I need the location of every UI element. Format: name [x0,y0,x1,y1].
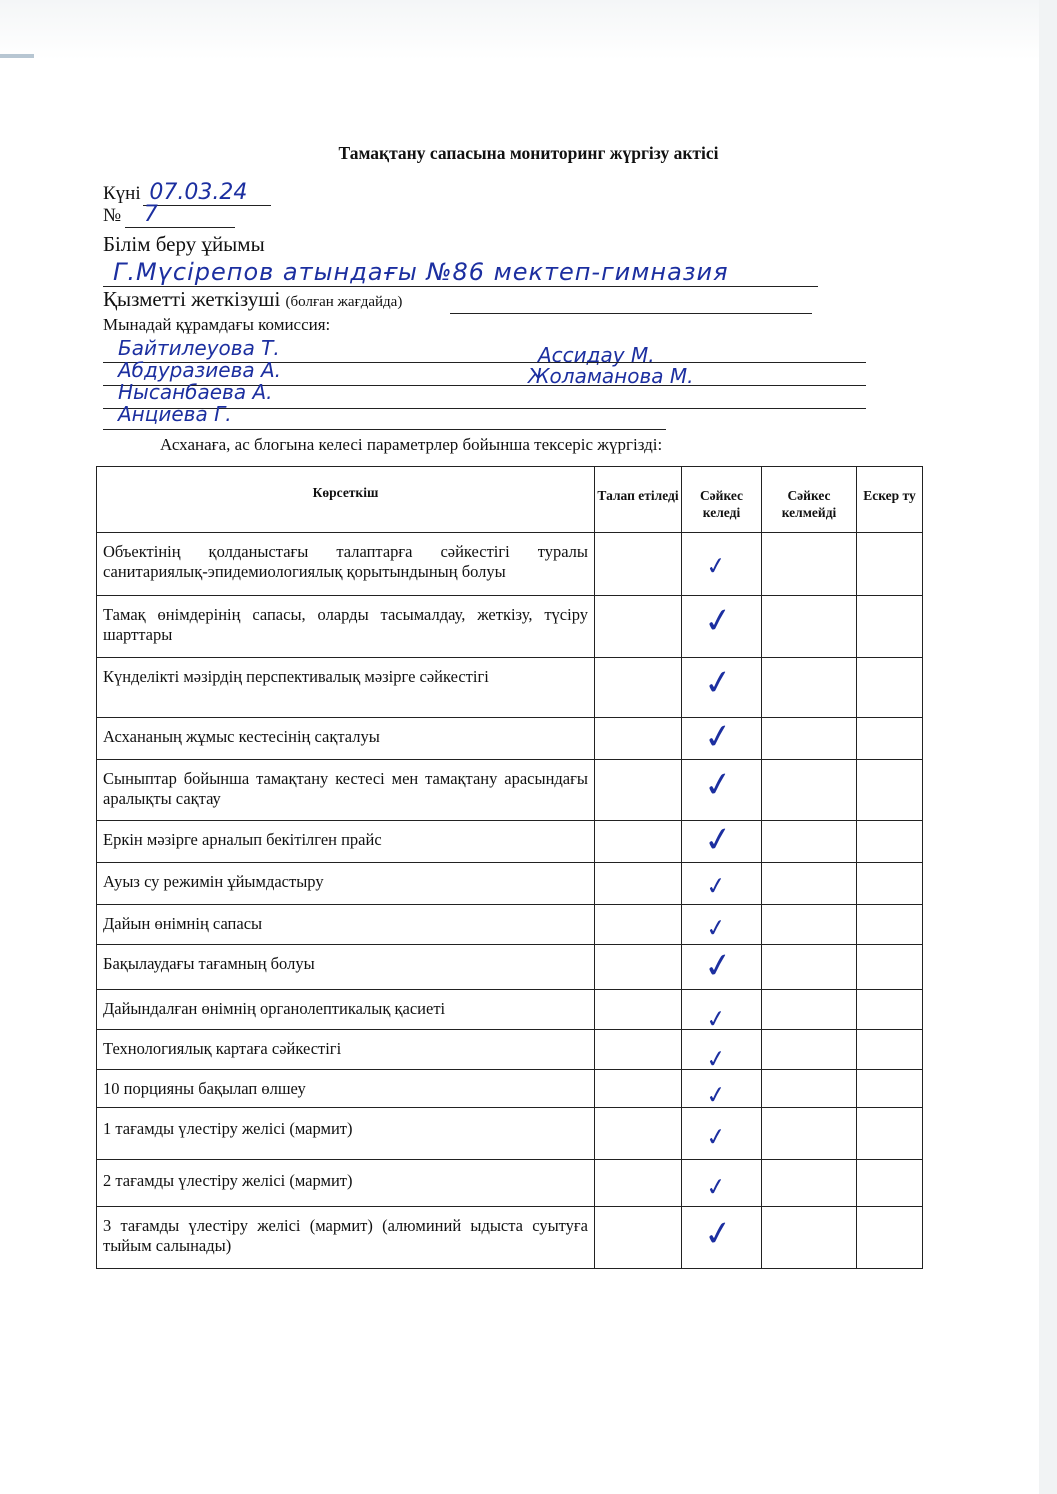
compliant-cell [682,533,762,596]
note-cell [857,596,923,658]
compliant-cell [682,760,762,821]
check-mark: ✓ [701,763,736,807]
commission-member-6: Жоламанова М. [528,364,694,388]
header-noncompliant: Сәйкес келмейді [762,467,857,533]
noncompliant-cell [762,1160,857,1207]
compliant-cell [682,715,762,760]
note-cell [857,1030,923,1070]
provider-note: (болған жағдайда) [285,294,403,310]
check-mark: ✓ [704,1079,728,1111]
required-cell [595,1070,682,1108]
indicator-cell: Объектінің қолданыстағы талаптарға сәйкестігі туралы санитариялық-эпидемиологиялық қорытындының болуы [97,533,595,596]
compliant-cell [682,945,762,990]
note-cell [857,863,923,905]
note-cell [857,718,923,760]
commission-member-3: Нысанбаева А. [118,380,273,404]
noncompliant-cell [762,718,857,760]
organization-label: Білім беру ұйымы [103,232,265,256]
indicator-cell: Бақылаудағы тағамның болуы [97,945,595,990]
indicator-cell: 1 тағамды үлестіру желісі (мармит) [97,1108,595,1160]
indicator-cell: Дайын өнімнің сапасы [97,905,595,945]
number-label: № [103,205,122,226]
commission-member-5: Ассидау М. [538,343,655,367]
indicator-cell: 2 тағамды үлестіру желісі (мармит) [97,1160,595,1207]
monitoring-table [96,466,923,1269]
compliant-cell [682,818,762,863]
note-cell [857,533,923,596]
noncompliant-cell [762,533,857,596]
table-row [97,596,923,658]
required-cell [595,863,682,905]
table-row [97,990,923,1030]
required-cell [595,821,682,863]
noncompliant-cell [762,821,857,863]
provider-field [103,287,402,312]
compliant-cell [682,863,762,905]
check-mark: ✓ [701,661,736,705]
check-mark: ✓ [704,870,728,902]
note-cell [857,658,923,718]
commission-member-2: Абдуразиева А. [118,358,282,382]
required-cell [595,1030,682,1070]
provider-label: Қызметті жеткізуші [103,287,281,311]
intro-text: Асханаға, ас блогына келесі параметрлер бойынша тексеріс жүргізді: [160,435,663,454]
compliant-cell [682,1160,762,1207]
scan-top-edge [0,0,1057,60]
table-row [97,863,923,905]
indicator-cell: Асхананың жұмыс кестесінің сақталуы [97,718,595,760]
required-cell [595,905,682,945]
note-cell [857,1207,923,1269]
note-cell [857,1108,923,1160]
indicator-cell: Еркін мәзірге арналып бекітілген прайс [97,821,595,863]
table-row [97,905,923,945]
table-row [97,658,923,718]
check-mark: ✓ [704,1043,728,1075]
noncompliant-cell [762,863,857,905]
header-indicator: Көрсеткіш [97,467,595,533]
noncompliant-cell [762,596,857,658]
indicator-cell: Күнделікті мәзірдің перспективалық мәзірге сәйкестігі [97,658,595,718]
indicator-cell: 3 тағамды үлестіру желісі (мармит) (алюминий ыдыста суытуға тыйым салынады) [97,1207,595,1269]
required-cell [595,1207,682,1269]
date-label: Күні [103,183,141,204]
required-cell [595,1160,682,1207]
number-underline [125,227,235,228]
required-cell [595,760,682,821]
scan-right-edge [1039,0,1057,1494]
compliant-cell [682,1030,762,1075]
noncompliant-cell [762,1207,857,1269]
required-cell [595,596,682,658]
number-field [103,202,158,227]
organization-value: Г.Мүсірепов атындағы №86 мектеп-гимназия [113,258,729,286]
required-cell [595,990,682,1030]
noncompliant-cell [762,905,857,945]
note-cell [857,1160,923,1207]
table-row [97,1030,923,1070]
noncompliant-cell [762,1070,857,1108]
note-cell [857,1070,923,1108]
table-row [97,760,923,821]
commission-member-1: Байтилеуова Т. [118,336,280,360]
check-mark: ✓ [704,912,728,944]
header-compliant: Сәйкес келеді [682,467,762,533]
check-mark: ✓ [704,1121,728,1153]
check-mark: ✓ [701,715,736,759]
required-cell [595,658,682,718]
compliant-cell [682,658,762,718]
indicator-cell: Ауыз су режимін ұйымдастыру [97,863,595,905]
noncompliant-cell [762,658,857,718]
check-mark: ✓ [704,550,728,582]
compliant-cell [682,1207,762,1269]
required-cell [595,533,682,596]
check-mark: ✓ [704,1171,728,1203]
noncompliant-cell [762,990,857,1030]
table-row [97,1070,923,1108]
commission-line-4 [103,429,666,430]
note-cell [857,821,923,863]
note-cell [857,945,923,990]
noncompliant-cell [762,760,857,821]
check-mark: ✓ [701,599,736,643]
required-cell [595,1108,682,1160]
header-note: Ескер ту [857,467,923,533]
date-value: 07.03.24 [149,180,248,205]
indicator-cell: Дайындалған өнімнің органолептикалық қасиеті [97,990,595,1030]
table-row [97,1160,923,1207]
compliant-cell [682,596,762,658]
document-title: Тамақтану сапасына мониторинг жүргізу актісі [338,143,719,163]
table-row [97,718,923,760]
noncompliant-cell [762,1108,857,1160]
table-row [97,533,923,596]
required-cell [595,945,682,990]
compliant-cell [682,990,762,1035]
provider-underline [450,313,812,314]
note-cell [857,990,923,1030]
compliant-cell [682,1108,762,1160]
scan-edge-mark [0,54,34,58]
indicator-cell: 10 порцияны бақылап өлшеу [97,1070,595,1108]
indicator-cell: Сыныптар бойынша тамақтану кестесі мен тамақтану арасындағы аралықты сақтау [97,760,595,821]
indicator-cell: Технологиялық картаға сәйкестігі [97,1030,595,1070]
commission-member-4: Анциева Г. [118,402,232,426]
compliant-cell [682,1070,762,1111]
number-value: 7 [143,202,158,227]
table-row [97,821,923,863]
table-header-row [97,467,923,533]
table-row [97,945,923,990]
date-underline [143,205,271,206]
indicator-cell: Тамақ өнімдерінің сапасы, оларды тасымалдау, жеткізу, түсіру шарттары [97,596,595,658]
commission-label: Мынадай құрамдағы комиссия: [103,315,331,334]
check-mark: ✓ [701,1212,736,1256]
check-mark: ✓ [701,944,736,988]
note-cell [857,905,923,945]
check-mark: ✓ [704,1003,728,1035]
table-row [97,1108,923,1160]
required-cell [595,718,682,760]
noncompliant-cell [762,1030,857,1070]
check-mark: ✓ [701,818,736,862]
note-cell [857,760,923,821]
noncompliant-cell [762,945,857,990]
header-required: Талап етіледі [595,467,682,533]
table-row [97,1207,923,1269]
compliant-cell [682,905,762,945]
